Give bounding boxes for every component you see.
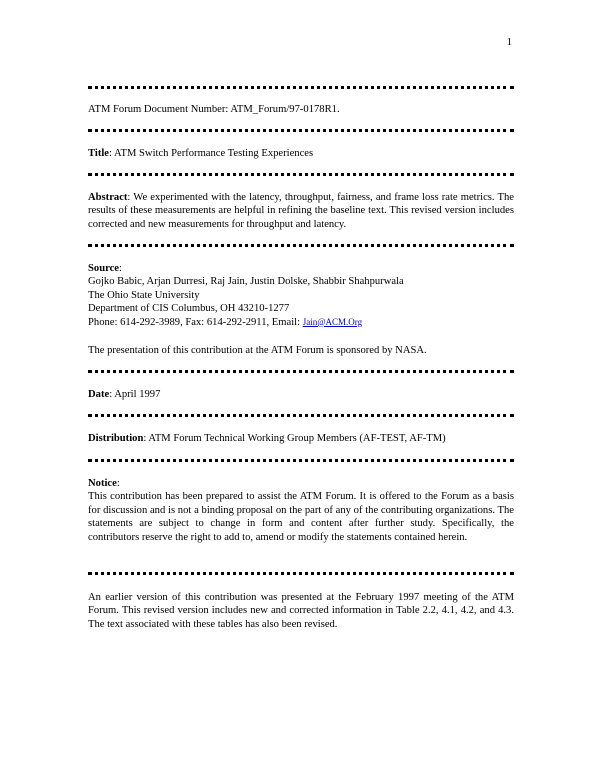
email-link[interactable]: Jain@ACM.Org (302, 316, 363, 327)
notice-label: Notice (88, 478, 117, 489)
title-text: : ATM Switch Performance Testing Experiences (109, 148, 314, 159)
source-authors: Gojko Babic, Arjan Durresi, Raj Jain, Justin Dolske, Shabbir Shahpurwala (88, 276, 404, 288)
source-colon: : (119, 263, 122, 274)
abstract-section (88, 191, 514, 231)
notice-text: This contribution has been prepared to assist the ATM Forum. It is offered to the Forum as a basis for discussion and is not a binding proposal on the part of any of the contributing organizations. The statements are subject to change in form and content after further study. Specifically, the contributors reserve the right to add to, amend or modify the statements contained herein. (88, 491, 514, 543)
distribution-label: Distribution (88, 433, 144, 444)
dotted-separator (88, 244, 514, 247)
dotted-separator (88, 173, 514, 176)
sponsorship-text: The presentation of this contribution at the ATM Forum is sponsored by NASA. (88, 345, 427, 356)
source-institution: The Ohio State University (88, 289, 200, 301)
source-contact: Phone: 614-292-3989, Fax: 614-292-2911, Email: (88, 316, 303, 328)
dotted-separator (88, 572, 514, 575)
abstract-label: Abstract (88, 192, 128, 203)
title-label: Title (88, 148, 109, 159)
date-section (88, 388, 514, 401)
dotted-separator (88, 86, 514, 89)
date-label: Date (88, 389, 110, 400)
distribution-text: : ATM Forum Technical Working Group Members (AF-TEST, AF-TM) (143, 433, 446, 444)
document-number: ATM Forum Document Number: ATM_Forum/97-0178R1. (88, 104, 340, 115)
abstract-text: : We experimented with the latency, throughput, fairness, and frame loss rate metrics. The results of these measurements are helpful in refining the baseline text. This revised version includes corrected and new measurements for throughput and latency. (88, 192, 514, 230)
title-section (88, 147, 514, 160)
distribution-section (88, 432, 514, 445)
earlier-version-text: An earlier version of this contribution was presented at the February 1997 meeting of the ATM Forum. This revised version includes new and corrected information in Table 2.2, 4.1, 4.2, and 4.3. The text associated with these tables has also been revised. (88, 592, 514, 630)
page-number: 1 (506, 37, 512, 48)
dotted-separator (88, 459, 514, 462)
notice-section (88, 477, 514, 544)
date-text: : April 1997 (109, 389, 161, 400)
dotted-separator (88, 129, 514, 132)
source-department: Department of CIS Columbus, OH 43210-1277 (88, 303, 290, 315)
source-label: Source (88, 263, 119, 274)
dotted-separator (88, 370, 514, 373)
notice-colon: : (116, 478, 120, 489)
dotted-separator (88, 414, 514, 417)
source-section (88, 262, 514, 329)
